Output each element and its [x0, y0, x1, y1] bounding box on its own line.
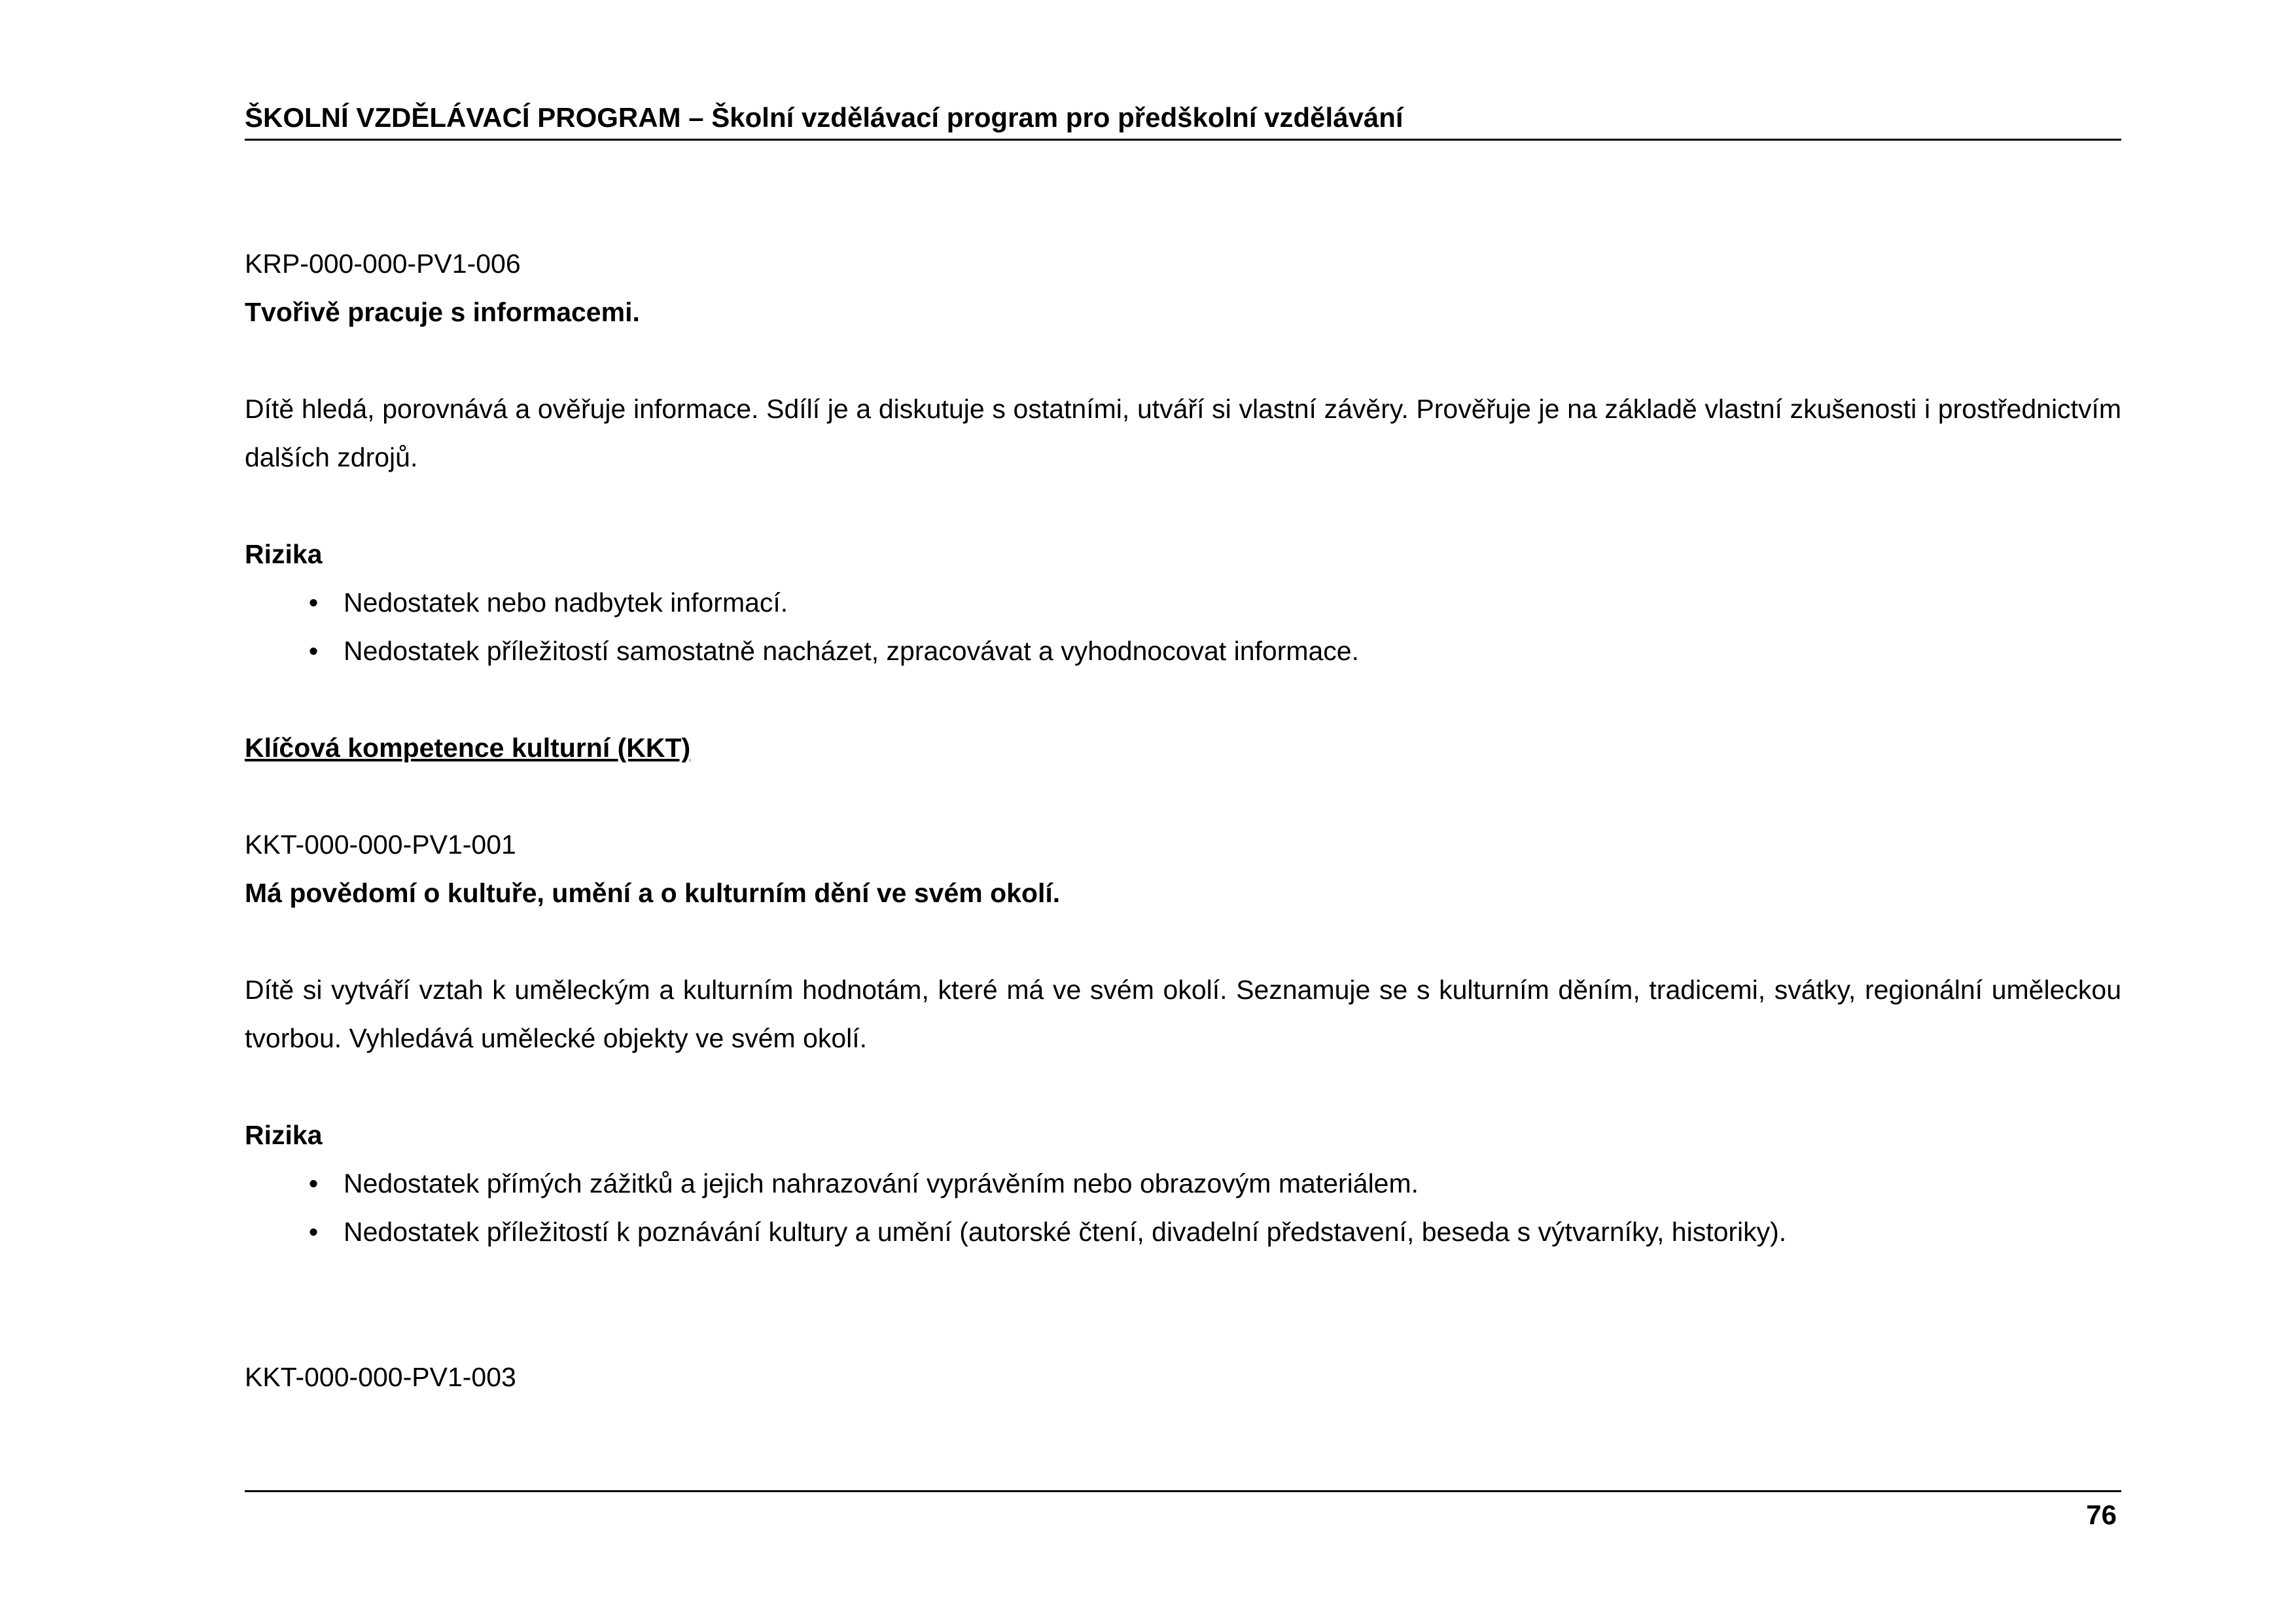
risk-text: Nedostatek přímých zážitků a jejich nahrazování vyprávěním nebo obrazovým materiálem. — [344, 1168, 1419, 1198]
footer-divider — [245, 1490, 2121, 1492]
header-divider — [245, 139, 2121, 141]
competence-code: KRP-000-000-PV1-006 — [245, 249, 521, 279]
spacer — [245, 336, 2121, 385]
list-item — [245, 578, 2121, 627]
competence-code: KKT-000-000-PV1-003 — [245, 1362, 516, 1392]
page-content — [245, 239, 2121, 1401]
risk-text: Nedostatek příležitostí samostatně nacházet, zpracovávat a vyhodnocovat informace. — [344, 636, 1359, 666]
section-title: Klíčová kompetence kulturní (KKT) — [245, 733, 691, 763]
spacer — [245, 1062, 2121, 1111]
spacer — [245, 675, 2121, 724]
spacer — [245, 772, 2121, 820]
spacer — [245, 917, 2121, 966]
spacer — [245, 481, 2121, 530]
bullet-icon: • — [308, 1168, 319, 1198]
list-item — [245, 1159, 2121, 1208]
competence-heading: Tvořivě pracuje s informacemi. — [245, 297, 640, 327]
bullet-icon: • — [308, 636, 319, 666]
risks-heading: Rizika — [245, 539, 323, 569]
risks-list — [245, 1159, 2121, 1256]
list-item — [245, 1208, 2121, 1256]
bullet-icon: • — [308, 587, 319, 618]
competence-heading: Má povědomí o kultuře, umění a o kulturním dění ve svém okolí. — [245, 878, 1061, 908]
bullet-icon: • — [308, 1217, 319, 1247]
risks-list — [245, 578, 2121, 675]
competence-description: Dítě si vytváří vztah k uměleckým a kulturním hodnotám, které má ve svém okolí. Seznamuje se s kulturním děním, tradicemi, svátky, regionální uměleckou tvorbou. Vyhledává umělecké objekty ve svém okolí. — [245, 975, 2121, 1053]
risks-heading: Rizika — [245, 1120, 323, 1150]
risk-text: Nedostatek příležitostí k poznávání kultury a umění (autorské čtení, divadelní představení, beseda s výtvarníky, historiky). — [344, 1217, 1787, 1247]
competence-code: KKT-000-000-PV1-001 — [245, 829, 516, 860]
spacer — [245, 1256, 2121, 1353]
list-item — [245, 627, 2121, 675]
risk-text: Nedostatek nebo nadbytek informací. — [344, 587, 788, 618]
competence-description: Dítě hledá, porovnává a ověřuje informace. Sdílí je a diskutuje s ostatními, utváří si vlastní závěry. Prověřuje je na základě vlastní zkušenosti i prostřednictvím dalších zdrojů. — [245, 394, 2121, 472]
page-header-title: ŠKOLNÍ VZDĚLÁVACÍ PROGRAM – Školní vzdělávací program pro předškolní vzdělávání — [245, 102, 1404, 133]
page-number: 76 — [2086, 1499, 2117, 1530]
